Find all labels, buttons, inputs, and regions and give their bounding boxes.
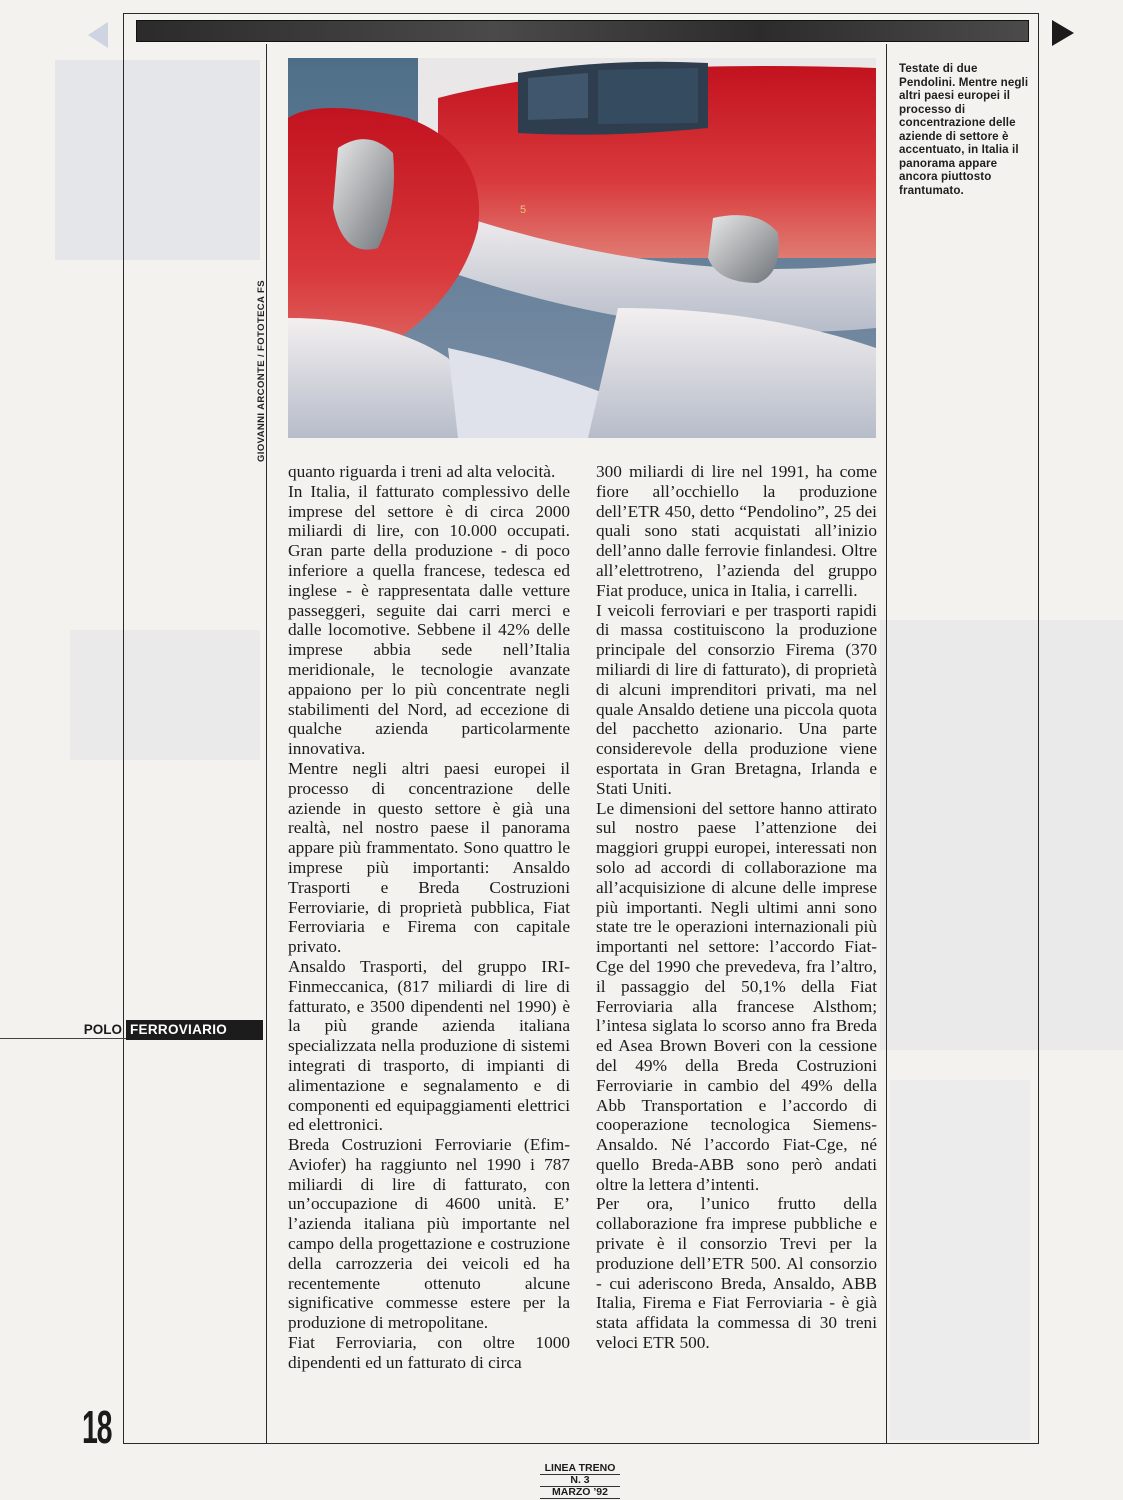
section-label-left: POLO [83,1022,122,1037]
section-label [0,1020,263,1040]
footer-title: LINEA TRENO [540,1463,620,1475]
footer-masthead [540,1463,620,1499]
show-through-block-top [55,60,260,260]
paragraph: Ansaldo Trasporti, del gruppo IRI-Finmeccanica, (817 miliardi di lire di fatturato, e 3500 dipendenti nel 1990) è la più grande azienda italiana specializzata nella produzione di sistemi integrati di trasporto, di impianti di alimentazione e segnalamento e di componenti ed equipaggiamenti elettrici ed elettronici. [288,956,570,1135]
photo-credit: GIOVANNI ARCONTE / FOTOTECA FS [256,280,267,462]
arrow-left-icon[interactable] [88,22,108,48]
column-divider-right [886,44,887,1444]
article-column-2 [596,462,877,1353]
paragraph: Per ora, l’unico frutto della collaborazione fra imprese pubbliche e private è il consorzio Trevi per la produzione dell’ETR 500. Al consorzio - cui aderiscono Breda, Ansaldo, ABB Italia, Firema e Fiat Ferroviaria - è già stata affidata la commessa di 30 treni veloci ETR 500. [596,1194,877,1353]
article-column-1 [288,462,570,1373]
show-through-block-right [880,620,1123,1050]
frame-left [123,13,124,1443]
paragraph: Le dimensioni del settore hanno attirato sul nostro paese l’attenzione dei maggiori gruppi europei, interessati non solo ad accordi di collaborazione ma all’acquisizione di alcune delle imprese più importanti. Negli ultimi anni sono state tre le operazioni internazionali più importanti nel settore: l’accordo Fiat-Cge del 1990 che prevedeva, fra l’altro, il passaggio del 50,1% della Fiat Ferroviaria alla francese Alsthom; l’intesa siglata lo scorso anno fra Breda ed Asea Brown Boveri con la cessione del 49% della Breda Costruzioni Ferroviarie in cambio del 49% della Abb Transportation e l’accordo di cooperazione tecnologica Siemens-Ansaldo. Né l’accordo Fiat-Cge, né quello Breda-ABB sono però andati oltre la lettera d’intenti. [596,798,877,1194]
arrow-right-icon[interactable] [1052,20,1074,46]
section-label-right: FERROVIARIO [126,1020,263,1040]
paragraph: In Italia, il fatturato complessivo delle imprese del settore è di circa 2000 miliardi di lire, con 10.000 occupati. Gran parte della produzione - di poco inferiore a quella francese, tedesca ed inglese - è rappresentata dalle vetture passeggeri, seguite dai carri merci e dalle locomotive. Sebbene il 42% delle imprese abbia sede nell’Italia meridionale, le tecnologie avanzate appaiono per lo più concentrate negli stabilimenti del Nord, ad eccezione di qualche azienda particolarmente innovativa. [288,481,570,759]
footer-date: MARZO ’92 [540,1487,620,1499]
page-number: 18 [82,1401,112,1453]
paragraph: 300 miliardi di lire nel 1991, ha come fiore all’occhiello la produzione dell’ETR 450, detto “Pendolino”, 25 dei quali sono stati acquistati all’inizio dell’anno dalle ferrovie finlandesi. Oltre all’elettrotreno, l’azienda del gruppo Fiat produce, unica in Italia, i carrelli. [596,462,877,600]
train-photo [288,58,876,438]
frame-right [1038,13,1039,1443]
car-number-label: 5 [520,204,527,216]
show-through-block-bottom [890,1080,1030,1440]
footer-issue: N. 3 [540,1475,620,1487]
paragraph: I veicoli ferroviari e per trasporti rapidi di massa costituiscono la produzione principale del consorzio Firema (370 miliardi di lire di fatturato), di proprietà di alcuni imprenditori privati, ma nel quale Ansaldo detiene una piccola quota del pacchetto azionario. Una parte considerevole della produzione viene esportata in Gran Bretagna, Irlanda e Stati Uniti. [596,600,877,798]
show-through-block-mid [70,630,260,760]
header-bar [136,20,1029,42]
frame-bottom [123,1443,1039,1444]
paragraph: Breda Costruzioni Ferroviarie (Efim-Aviofer) ha raggiunto nel 1990 i 787 miliardi di lire di fatturato, con un’occupazione di 4600 unità. E’ l’azienda italiana più importante nel campo della progettazione e costruzione della carrozzeria dei veicoli ed ha recentemente ottenuto alcune significative commesse estere per la produzione di metropolitane. [288,1135,570,1333]
paragraph: Fiat Ferroviaria, con oltre 1000 dipendenti ed un fatturato di circa [288,1333,570,1372]
paragraph: Mentre negli altri paesi europei il processo di concentrazione delle aziende in questo settore è già una realtà, nel nostro paese il panorama appare più frammentato. Sono quattro le imprese più importanti: Ansaldo Trasporti e Breda Costruzioni Ferroviarie, di proprietà pubblica, Fiat Ferroviaria e Firema con capitale privato. [288,758,570,957]
paragraph: quanto riguarda i treni ad alta velocità. [288,462,556,481]
photo-caption: Testate di due Pendolini. Mentre negli altri paesi europei il processo di concentrazione delle aziende di settore è accentuato, in Italia il panorama appare ancora piuttosto frantumato. [899,62,1029,197]
frame-top [123,13,1039,14]
